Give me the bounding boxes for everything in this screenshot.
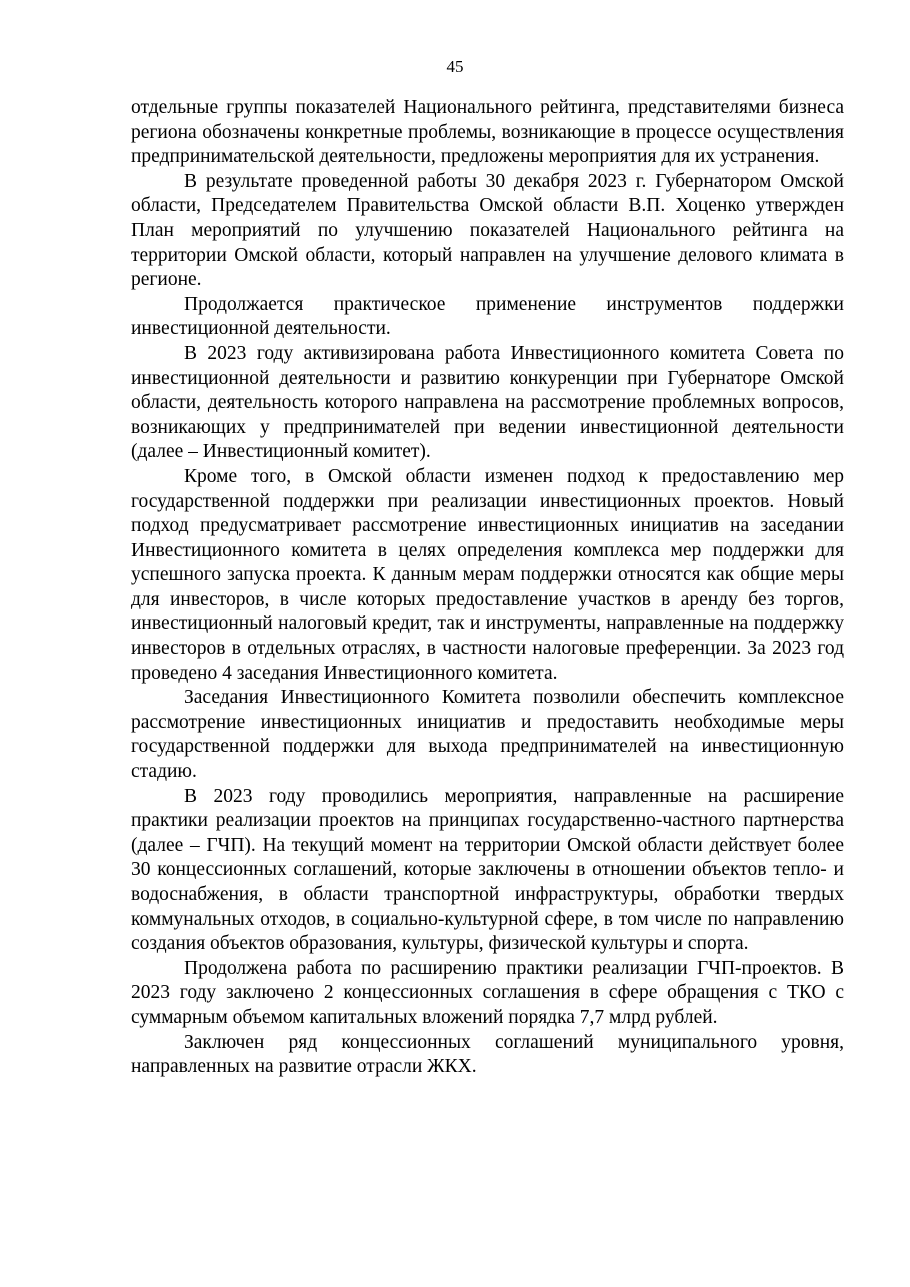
paragraph-municipal-concessions: Заключен ряд концессионных соглашений муниципального уровня, направленных на развитие отрасли ЖКХ. [131,1031,844,1078]
paragraph-committee-meetings: Заседания Инвестиционного Комитета позволили обеспечить комплексное рассмотрение инвестиционных инициатив и предоставить необходимые меры государственной поддержки для выхода предпринимателей на инвестиционную стадию. [131,687,844,783]
paragraph-investment-committee: В 2023 году активизирована работа Инвестиционного комитета Совета по инвестиционной деятельности и развитию конкуренции при Губернаторе Омской области, деятельность которого направлена на рассмотрение проблемных вопросов, возникающих у предпринимателей при ведении инвестиционной деятельности (далее – Инвестиционный комитет). [131,342,844,463]
paragraph-support-tools: Продолжается практическое применение инструментов поддержки инвестиционной деятельности. [131,293,844,340]
page-number: 45 [446,57,464,76]
paragraph-ppp-projects: Продолжена работа по расширению практики реализации ГЧП-проектов. В 2023 году заключено 2 концессионных соглашения в сфере обращения с ТКО с суммарным объемом капитальных вложений порядка 7,7 млрд рублей. [131,957,844,1028]
paragraph-new-approach: Кроме того, в Омской области изменен подход к предоставлению мер государственной поддержки при реализации инвестиционных проектов. Новый подход предусматривает рассмотрение инвестиционных инициатив на заседании Инвестиционного комитета в целях определения комплекса мер поддержки для успешного запуска проекта. К данным мерам поддержки относятся как общие меры для инвесторов, в числе которых предоставление участков в аренду без торгов, инвестиционный налоговый кредит, так и инструменты, направленные на поддержку инвесторов в отдельных отраслях, в частности налоговые преференции. За 2023 год проведено 4 заседания Инвестиционного комитета. [131,465,844,684]
paragraph-action-plan: В результате проведенной работы 30 декабря 2023 г. Губернатором Омской области, Председателем Правительства Омской области В.П. Хоценко утвержден План мероприятий по улучшению показателей Национального рейтинга на территории Омской области, который направлен на улучшение делового климата в регионе. [131,170,844,291]
paragraph-continuation: отдельные группы показателей Национального рейтинга, представителями бизнеса региона обозначены конкретные проблемы, возникающие в процессе осуществления предпринимательской деятельности, предложены мероприятия для их устранения. [131,97,844,168]
body-text [131,96,844,1080]
paragraph-ppp-practice: В 2023 году проводились мероприятия, направленные на расширение практики реализации проектов на принципах государственно-частного партнерства (далее – ГЧП). На текущий момент на территории Омской области действует более 30 концессионных соглашений, которые заключены в отношении объектов тепло- и водоснабжения, в области транспортной инфраструктуры, обработки твердых коммунальных отходов, в социально-культурной сфере, в том числе по направлению создания объектов образования, культуры, физической культуры и спорта. [131,785,844,955]
